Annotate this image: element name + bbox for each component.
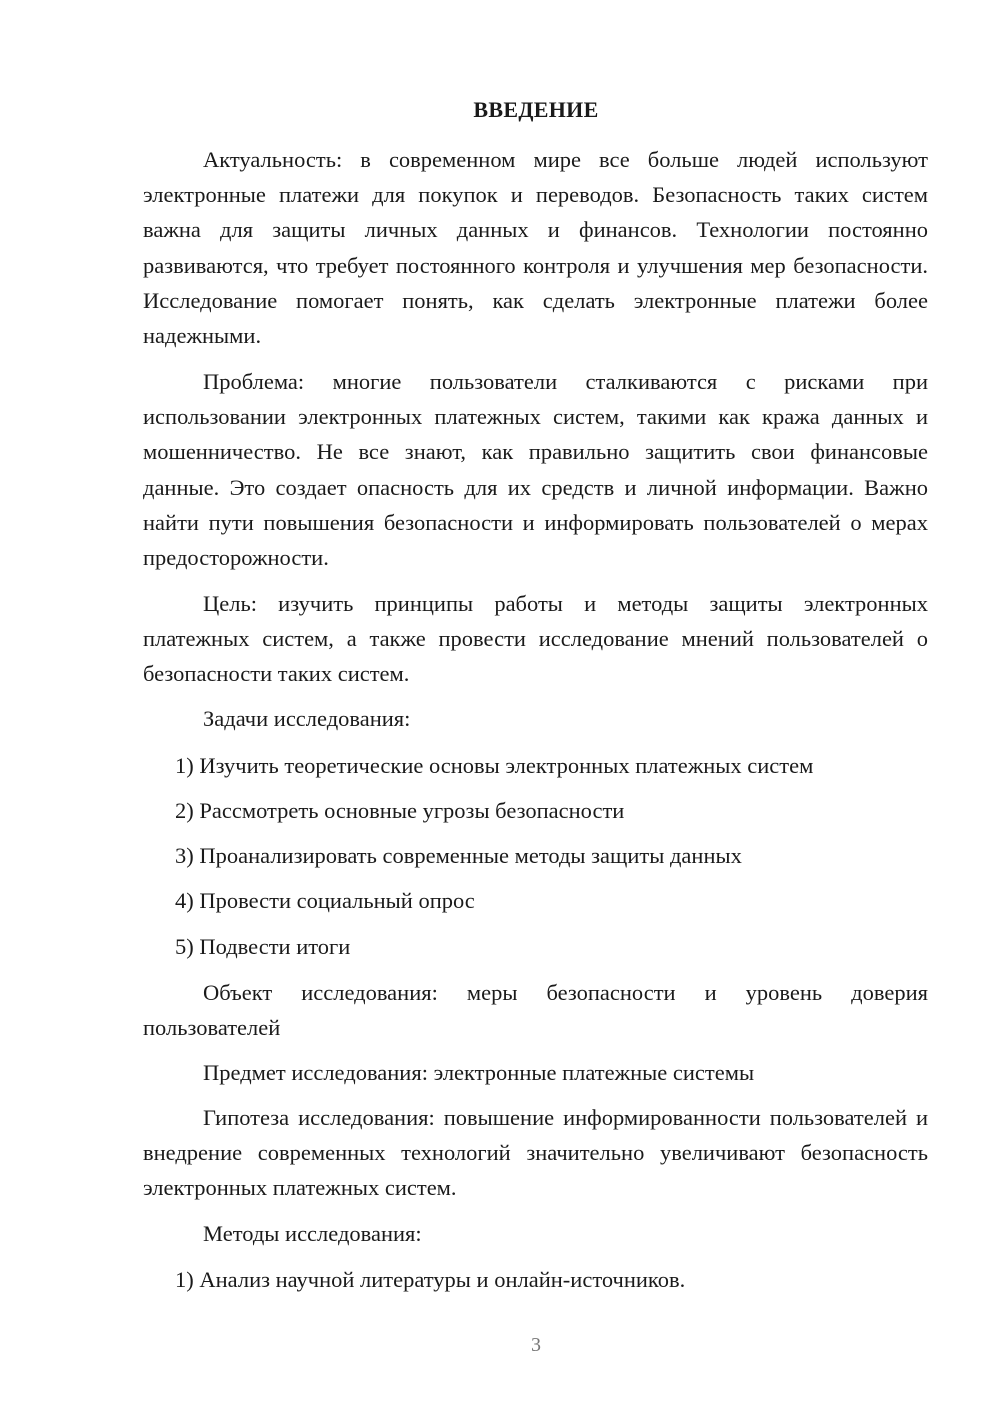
paragraph-goal: Цель: изучить принципы работы и методы защиты электронных платежных систем, а также провести исследование мнений пользователей о безопасности таких систем.	[143, 591, 928, 687]
method-item: 1) Анализ научной литературы и онлайн-источников.	[175, 1267, 686, 1292]
section-title: ВВЕДЕНИЕ	[473, 97, 599, 122]
task-item: 3) Проанализировать современные методы защиты данных	[175, 843, 742, 868]
task-item: 5) Подвести итоги	[175, 934, 351, 959]
tasks-heading: Задачи исследования:	[203, 706, 411, 731]
paragraph-object: Объект исследования: меры безопасности и уровень доверия пользователей	[143, 980, 928, 1041]
task-item: 2) Рассмотреть основные угрозы безопасности	[175, 798, 625, 823]
paragraph-subject: Предмет исследования: электронные платежные системы	[203, 1060, 755, 1085]
paragraph-problem: Проблема: многие пользователи сталкиваются с рисками при использовании электронных платежных систем, такими как кража данных и мошенничество. Не все знают, как правильно защитить свои финансовые данные. Это создает опасность для их средств и личной информации. Важно найти пути повышения безопасности и информировать пользователей о мерах предосторожности.	[143, 369, 928, 571]
paragraph-hypothesis: Гипотеза исследования: повышение информированности пользователей и внедрение современных технологий значительно увеличивают безопасность электронных платежных систем.	[143, 1105, 928, 1201]
task-item: 1) Изучить теоретические основы электронных платежных систем	[175, 753, 814, 778]
paragraph-relevance: Актуальность: в современном мире все больше людей используют электронные платежи для покупок и переводов. Безопасность таких систем важна для защиты личных данных и финансов. Технологии постоянно развиваются, что требует постоянного контроля и улучшения мер безопасности. Исследование помогает понять, как сделать электронные платежи более надежными.	[143, 147, 928, 349]
methods-heading: Методы исследования:	[203, 1221, 422, 1246]
page-number: 3	[531, 1334, 541, 1356]
task-item: 4) Провести социальный опрос	[175, 888, 475, 913]
